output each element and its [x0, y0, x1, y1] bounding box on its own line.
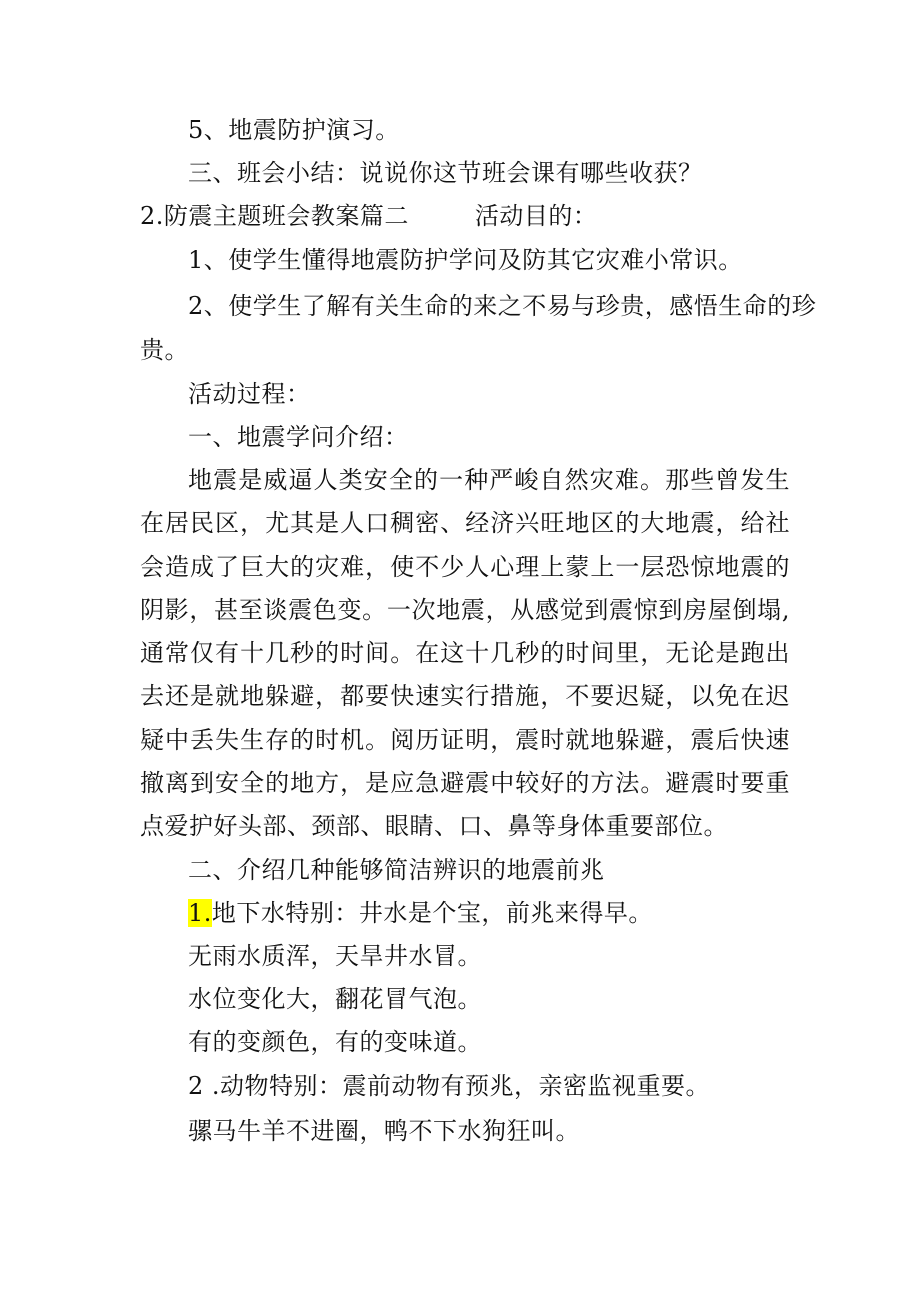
animal-rhyme-2: 骡马牛羊不进圈，鸭不下水狗狂叫。 — [188, 1117, 580, 1145]
section-title-line — [140, 201, 597, 231]
groundwater-item — [188, 898, 653, 928]
groundwater-text: 地下水特别：井水是个宝，前兆来得早。 — [211, 899, 653, 927]
groundwater-rhyme-4: 有的变颜色，有的变味道。 — [188, 1028, 482, 1056]
list-item-drill: 5、地震防护演习。 — [188, 116, 400, 144]
summary-heading: 三、班会小结：说说你这节班会课有哪些收获？ — [188, 159, 703, 187]
lesson-plan-title: 2.防震主题班会教案篇二 — [140, 202, 409, 230]
goal-item-2: 2、使学生了解有关生命的来之不易与珍贵，感悟生命的珍 — [188, 292, 817, 320]
groundwater-rhyme-3: 水位变化大，翻花冒气泡。 — [188, 985, 482, 1013]
goal-item-2-continued: 贵。 — [140, 336, 189, 364]
goal-item-1: 1、使学生懂得地震防护学问及防其它灾难小常识。 — [188, 246, 743, 274]
activity-goal-label: 活动目的： — [474, 202, 598, 230]
animal-item: 2 .动物特别：震前动物有预兆，亲密监视重要。 — [188, 1072, 711, 1100]
intro-paragraph: 地震是威逼人类安全的一种严峻自然灾难。那些曾发生在居民区，尤其是人口稠密、经济兴旺地区的大地震，给社会造成了巨大的灾难，使不少人心理上蒙上一层恐惊地震的阴影，甚至谈震色变。一次地震，从感觉到震惊到房屋倒塌,通常仅有十几秒的时间。在这十几秒的时间里，无论是跑出去还是就地躲避，都要快速实行措施，不要迟疑，以免在迟疑中丢失生存的时机。阅历证明，震时就地躲避，震后快速撤离到安全的地方，是应急避震中较好的方法。避震时要重点爱护好头部、颈部、眼睛、口、鼻等身体重要部位。 — [140, 466, 790, 841]
section-1-heading: 一、地震学问介绍： — [188, 423, 409, 451]
highlighted-item-number: 1. — [188, 899, 212, 927]
activity-process-label: 活动过程： — [188, 380, 311, 408]
section-2-heading: 二、介绍几种能够简洁辨识的地震前兆 — [188, 856, 605, 884]
groundwater-rhyme-2: 无雨水质浑，天旱井水冒。 — [188, 942, 482, 970]
